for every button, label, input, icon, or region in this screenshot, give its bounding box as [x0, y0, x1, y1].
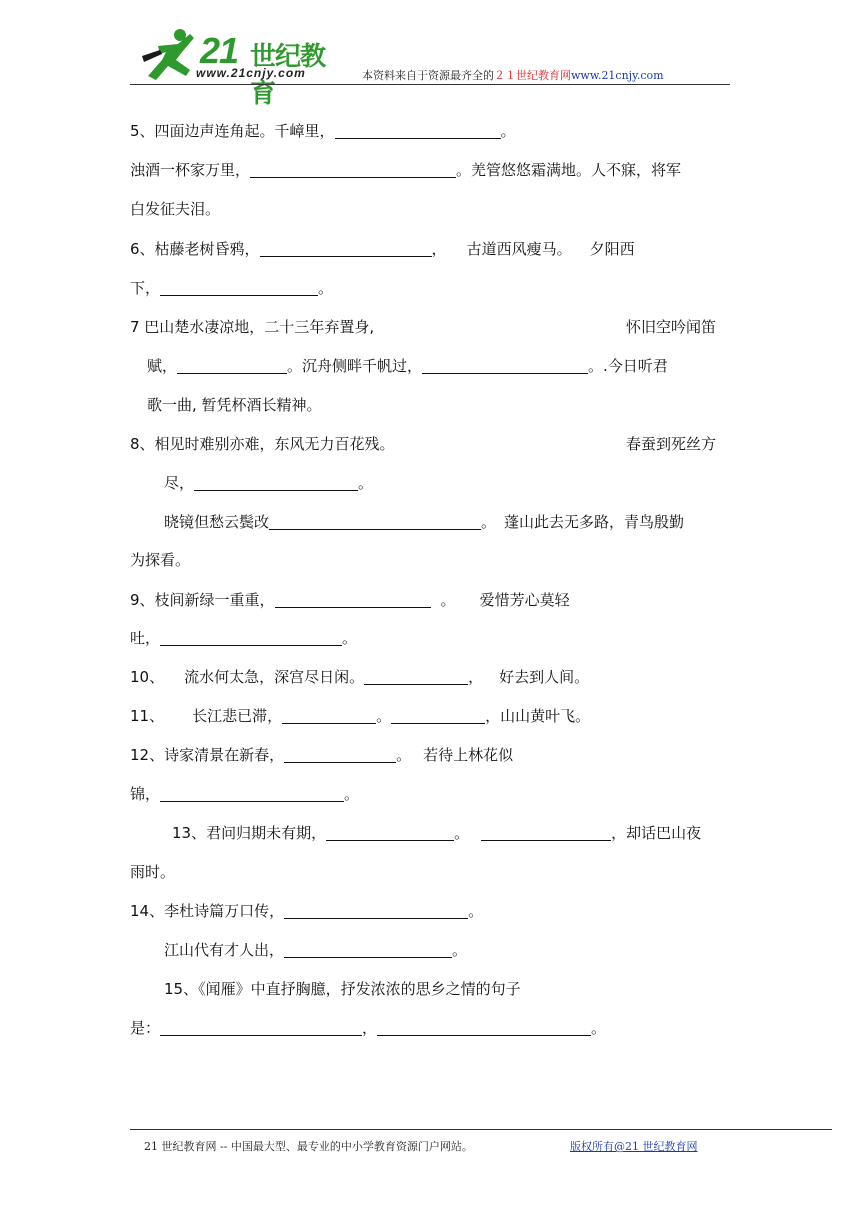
line-12a [130, 745, 513, 765]
line-8a-right [626, 434, 716, 454]
line-text: 。 [440, 591, 456, 609]
line-15b [130, 1018, 606, 1038]
answer-blank[interactable] [194, 474, 358, 491]
line-text: 12、诗家清景在新春， [130, 746, 285, 764]
line-text: 。 [591, 1019, 607, 1037]
line-text: 5、四面边声连角起。千嶂里， [130, 122, 335, 140]
line-text: ，山山黄叶飞。 [485, 707, 591, 725]
line-text: 。 [452, 941, 468, 959]
line-9b [130, 628, 357, 648]
answer-blank[interactable] [260, 240, 432, 257]
site-logo [138, 26, 338, 109]
line-text: 古道西风瘦马。 [466, 240, 572, 258]
line-text: 歌一曲, 暂凭杯酒长精神。 [147, 396, 322, 414]
line-text: 长江悲已滞， [192, 707, 283, 725]
answer-blank[interactable] [282, 707, 376, 724]
answer-blank[interactable] [269, 513, 481, 530]
line-13a [172, 823, 701, 843]
line-5b [130, 160, 681, 180]
line-14b [164, 940, 467, 960]
answer-blank[interactable] [422, 357, 588, 374]
line-text: 。 [500, 122, 516, 140]
line-8b [164, 473, 373, 493]
answer-blank[interactable] [284, 941, 452, 958]
line-7b [147, 356, 668, 376]
line-text: 。 [318, 279, 334, 297]
answer-blank[interactable] [284, 746, 396, 763]
footer-copyright-link[interactable]: 版权所有@21 世纪教育网 [570, 1140, 698, 1153]
line-text: 9、枝间新绿一重重， [130, 591, 275, 609]
line-6a [130, 239, 635, 259]
answer-blank[interactable] [177, 357, 287, 374]
line-text: 。 [342, 629, 358, 647]
line-text: 锦， [130, 785, 161, 803]
line-text: 赋， [147, 357, 178, 375]
logo-number: 21 [200, 30, 239, 71]
line-text: 。 [481, 513, 497, 531]
line-text: 13、君问归期未有期， [172, 824, 327, 842]
header-note-brand: ２１世纪教育网 [494, 69, 571, 82]
line-text: 晓镜但愁云鬓改 [164, 513, 270, 531]
header-note [362, 67, 664, 83]
answer-blank[interactable] [335, 122, 501, 139]
line-text: ， [431, 240, 447, 258]
line-text: ，却话巴山夜 [611, 824, 702, 842]
footer-divider [130, 1129, 832, 1130]
line-8d [130, 550, 190, 570]
answer-blank[interactable] [284, 902, 468, 919]
line-text: 江山代有才人出， [164, 941, 285, 959]
line-text: 是： [130, 1019, 161, 1037]
line-text: 14、李杜诗篇万口传， [130, 902, 285, 920]
line-7a-left [130, 317, 374, 337]
line-text: 若待上林花似 [423, 746, 514, 764]
line-text: 8、相见时难别亦难，东风无力百花残。 [130, 435, 395, 453]
line-text: 吐， [130, 629, 161, 647]
line-text: 。羌管悠悠霜满地。人不寐，将军 [456, 161, 682, 179]
line-text: 为探看。 [130, 551, 191, 569]
line-text: 。 [376, 707, 392, 725]
line-10 [130, 667, 589, 687]
line-5c [130, 199, 220, 219]
line-15a [164, 979, 521, 999]
line-text: 。 [358, 474, 374, 492]
answer-blank[interactable] [160, 785, 344, 802]
line-text: 。.今日听君 [588, 357, 668, 375]
line-13b [130, 862, 175, 882]
header-divider [130, 84, 730, 85]
logo-text: 世纪教育 [250, 42, 326, 109]
line-text: 尽， [164, 474, 195, 492]
answer-blank[interactable] [377, 1019, 591, 1036]
footer-tagline: 21 世纪教育网 -- 中国最大型、最专业的中小学教育资源门户网站。 [144, 1140, 473, 1153]
line-text: 春蚕到死丝方 [626, 435, 717, 453]
line-text: 夕阳西 [589, 240, 635, 258]
answer-blank[interactable] [250, 161, 456, 178]
line-text: ， [362, 1019, 378, 1037]
line-text: 雨时。 [130, 863, 176, 881]
line-5a [130, 121, 516, 141]
line-text: 白发征夫泪。 [130, 200, 221, 218]
line-7a-right [626, 317, 716, 337]
line-8c [164, 512, 684, 532]
line-9a [130, 590, 570, 610]
line-text: 下， [130, 279, 161, 297]
line-text: 。 [396, 746, 412, 764]
line-text: 6、枯藤老树昏鸦， [130, 240, 260, 258]
answer-blank[interactable] [391, 707, 485, 724]
line-6b [130, 278, 333, 298]
line-7c [147, 395, 322, 415]
line-12b [130, 784, 359, 804]
answer-blank[interactable] [326, 824, 454, 841]
answer-blank[interactable] [160, 629, 342, 646]
answer-blank[interactable] [275, 591, 431, 608]
header-note-prefix: 本资料来自于资源最齐全的 [362, 69, 494, 82]
header-note-url[interactable]: www.21cnjy.com [571, 69, 664, 82]
line-14a [130, 901, 483, 921]
line-text: 7 巴山楚水凄凉地，二十三年弃置身, [130, 318, 375, 336]
line-11 [130, 706, 590, 726]
line-text: ， [468, 668, 484, 686]
line-text: 浊酒一杯家万里， [130, 161, 251, 179]
line-text: 10、 [130, 668, 165, 686]
line-text: 爱惜芳心莫轻 [479, 591, 570, 609]
line-text: 蓬山此去无多路，青鸟殷勤 [504, 513, 685, 531]
line-text: 。 [344, 785, 360, 803]
answer-blank[interactable] [364, 668, 468, 685]
line-text: 流水何太急，深宫尽日闲。 [184, 668, 365, 686]
line-text: 11、 [130, 707, 165, 725]
line-text: 。 [454, 824, 470, 842]
logo-url: www.21cnjy.com [196, 66, 306, 80]
line-8a-left [130, 434, 395, 454]
line-text: 怀旧空吟闻笛 [626, 318, 717, 336]
line-text: 好去到人间。 [499, 668, 590, 686]
answer-blank[interactable] [160, 1019, 362, 1036]
answer-blank[interactable] [481, 824, 611, 841]
line-text: 。 [468, 902, 484, 920]
line-text: 。沉舟侧畔千帆过， [287, 357, 423, 375]
answer-blank[interactable] [160, 279, 318, 296]
line-text: 15、《闻雁》中直抒胸臆，抒发浓浓的思乡之情的句子 [164, 980, 521, 998]
